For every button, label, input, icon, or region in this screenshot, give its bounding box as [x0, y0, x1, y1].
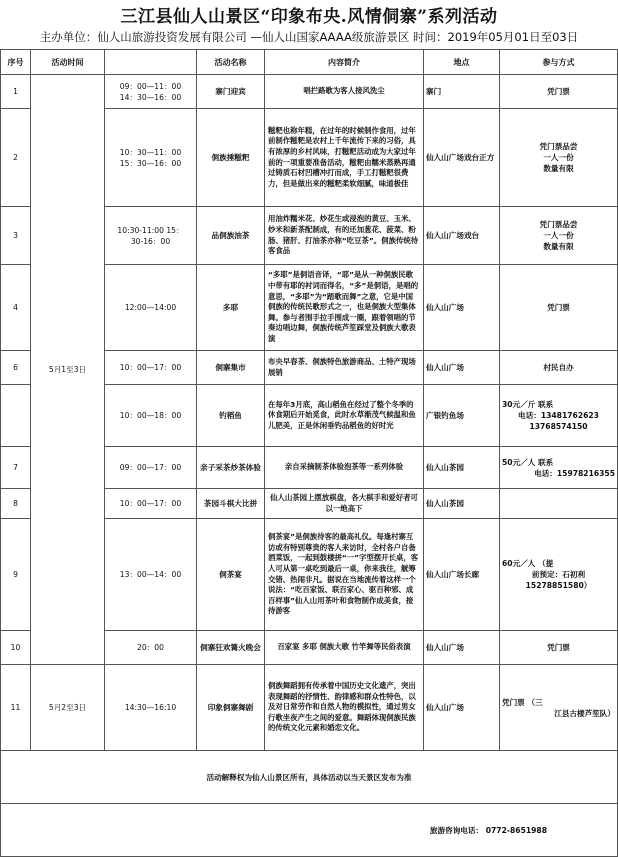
row-join: 凭门票	[500, 265, 618, 351]
row-no: 11	[1, 665, 31, 751]
row-content: 百家宴 多耶 侗族大歌 竹竿舞等民俗表演	[265, 631, 424, 665]
row-content: 在每年3月底，高山稻鱼在经过了整个冬季的休食期后开始觅食，此时水草渐茂气候温和鱼儿肥美，正是休闲垂钓品稻鱼的好时光	[265, 385, 424, 447]
row-content: 用油炸糯米花、炒花生或浸泡的黄豆、玉米、炒米和新茶配制成，有的还加葱花、菠菜、粉肠、猪肝、打油茶亦称“吃豆茶”。侗族传统待客食品	[265, 207, 424, 265]
row-name: 侗寨集市	[197, 351, 265, 385]
row-name: 寨门迎宾	[197, 75, 265, 109]
row-name: 品侗族油茶	[197, 207, 265, 265]
row-join: 凭门票	[500, 75, 618, 109]
header-no: 序号	[1, 50, 31, 75]
header-place: 地点	[424, 50, 500, 75]
row-time: 13：00—14：00	[105, 519, 197, 631]
row-place: 仙人山茶园	[424, 447, 500, 489]
row-content: 侗族舞蹈拥有传承着中国历史文化遗产，突出表现舞蹈的抒情性、韵律感和群众性特色，以及对日常劳作和自然人物的模拟性，通过男女行歌坐夜产生之间的爱意。舞蹈体现侗族民族的传统文化元素和婚恋文化。	[265, 665, 424, 751]
row-time: 12:00—14:00	[105, 265, 197, 351]
header-join: 参与方式	[500, 50, 618, 75]
row-place: 仙人山广场戏台正方	[424, 109, 500, 207]
row-time: 10：00—18：00	[105, 385, 197, 447]
row-name: 侗茶宴	[197, 519, 265, 631]
row-content: 糍粑也称年糕，在过年的时候制作食用，过年前制作糍粑是农村上千年流传下来的习俗，具有浓厚的乡村风味，打糍粑活动成为大家过年前的一项重要准备活动，糍粑由糯米蒸熟再通过铸质石材凹槽冲打而成，手工打糍粑很费力，但是做出来的糍粑柔软细腻，味道极佳	[265, 109, 424, 207]
row-content: 亲自采摘制茶体验泡茶等一系列体验	[265, 447, 424, 489]
row-join: 村民自办	[500, 351, 618, 385]
row-place: 仙人山广场	[424, 631, 500, 665]
row-no: 1	[1, 75, 31, 109]
row-name: 印象侗寨舞剧	[197, 665, 265, 751]
row-time: 09：00—17：00	[105, 447, 197, 489]
row-content: 布央早春茶、侗族特色旅游商品、土特产现场展销	[265, 351, 424, 385]
table-row	[1, 665, 618, 751]
row-content: “多耶”是侗语音译，“耶”是从一种侗族民歌中带有耶的衬词而得名，“多”是侗语，是唱的意思，“多耶”为“踏歌而舞”之意，它是中国侗族的传统民歌形式之一，也是侗族大型集体舞。参与者围手拉手围成一圈，跟着领唱的节奏边唱边舞，侗族传统芦笙踩堂及侗族大歌表演	[265, 265, 424, 351]
row-time: 20：00	[105, 631, 197, 665]
row-no: 8	[1, 489, 31, 519]
row-no: 10	[1, 631, 31, 665]
header-content: 内容简介	[265, 50, 424, 75]
page-subtitle: 主办单位：仙人山旅游投资发展有限公司 —仙人山国家AAAA级旅游景区 时间：2019年05月01日至03日	[39, 30, 579, 44]
row-place: 仙人山广场	[424, 351, 500, 385]
row-no: 4	[1, 265, 31, 351]
row-content: 侗茶宴”是侗族待客的最高礼仪。每逢村寨互访或有特别尊贵的客人来访时，全村各户自备酒菜饭，一起到鼓楼拼“一”字型摆开长桌，客人可从第一桌吃到最后一桌，你来我往，觥筹交错、热闹非凡。据说在当地流传着这样一个说法：“吃百家饭、联百家心、驱百种邪、成百样事”仙人山用茶叶和食物制作成美食，接待游客	[265, 519, 424, 631]
row-no: 9	[1, 519, 31, 631]
page-title: 三江县仙人山景区“印象布央.风情侗寨”系列活动	[120, 7, 498, 27]
row-time: 09：00—11：00 14：30—16：00	[105, 75, 197, 109]
header-time: 活动时间	[31, 50, 105, 75]
row-time: 10:30-11:00 15： 30-16：00	[105, 207, 197, 265]
row-content: 仙人山茶园上摆放棋盘，各大棋手和爱好者可以一绝高下	[265, 489, 424, 519]
row-place: 寨门	[424, 75, 500, 109]
footer-note: 活动解释权为仙人山景区所有，具体活动以当天景区发布为准	[1, 751, 618, 804]
row-no: 2	[1, 109, 31, 207]
table-row	[1, 75, 618, 109]
row-time: 14:30—16:10	[105, 665, 197, 751]
row-join: 60元／人 （提 前预定：石初利 15278851580）	[500, 519, 618, 631]
row-name: 侗族捶糍粑	[197, 109, 265, 207]
row-place: 仙人山广场戏台	[424, 207, 500, 265]
row-no	[1, 385, 31, 447]
row-content: 唱拦路歌为客人接风洗尘	[265, 75, 424, 109]
row-join: 50元／人 联系 电话：15978216355	[500, 447, 618, 489]
table-header-row	[1, 50, 618, 75]
header-time-detail	[105, 50, 197, 75]
row-time: 10：30—11：00 15：30—16：00	[105, 109, 197, 207]
date-main: 5月1至3日	[31, 75, 105, 665]
contact-row	[1, 804, 618, 857]
row-time: 10：00—17：00	[105, 351, 197, 385]
header-name: 活动名称	[197, 50, 265, 75]
footer-row	[1, 751, 618, 804]
activity-table	[0, 49, 618, 857]
contact-phone: 旅游咨询电话： 0772-8651988	[1, 804, 618, 857]
row-place: 仙人山广场长廊	[424, 519, 500, 631]
date-last: 5月2至3日	[31, 665, 105, 751]
row-no: 7	[1, 447, 31, 489]
row-place: 广银钓鱼场	[424, 385, 500, 447]
row-place: 仙人山广场	[424, 665, 500, 751]
row-join: 凭门票品尝 一人一份 数量有限	[500, 207, 618, 265]
row-no: 6	[1, 351, 31, 385]
row-time: 10：00—17：00	[105, 489, 197, 519]
row-name: 钓稻鱼	[197, 385, 265, 447]
row-join: 凭门票	[500, 631, 618, 665]
row-join: 30元／斤 联系 电话：13481762623 13768574150	[500, 385, 618, 447]
row-join: 凭门票品尝 一人一份 数量有限	[500, 109, 618, 207]
row-name: 茶园斗棋大比拼	[197, 489, 265, 519]
row-place: 仙人山茶园	[424, 489, 500, 519]
row-join: 凭门票 （三 江县古楼芦笙队）	[500, 665, 618, 751]
row-name: 多耶	[197, 265, 265, 351]
row-join	[500, 489, 618, 519]
row-name: 侗寨狂欢篝火晚会	[197, 631, 265, 665]
row-name: 亲子采茶炒茶体验	[197, 447, 265, 489]
row-place: 仙人山广场	[424, 265, 500, 351]
row-no: 3	[1, 207, 31, 265]
